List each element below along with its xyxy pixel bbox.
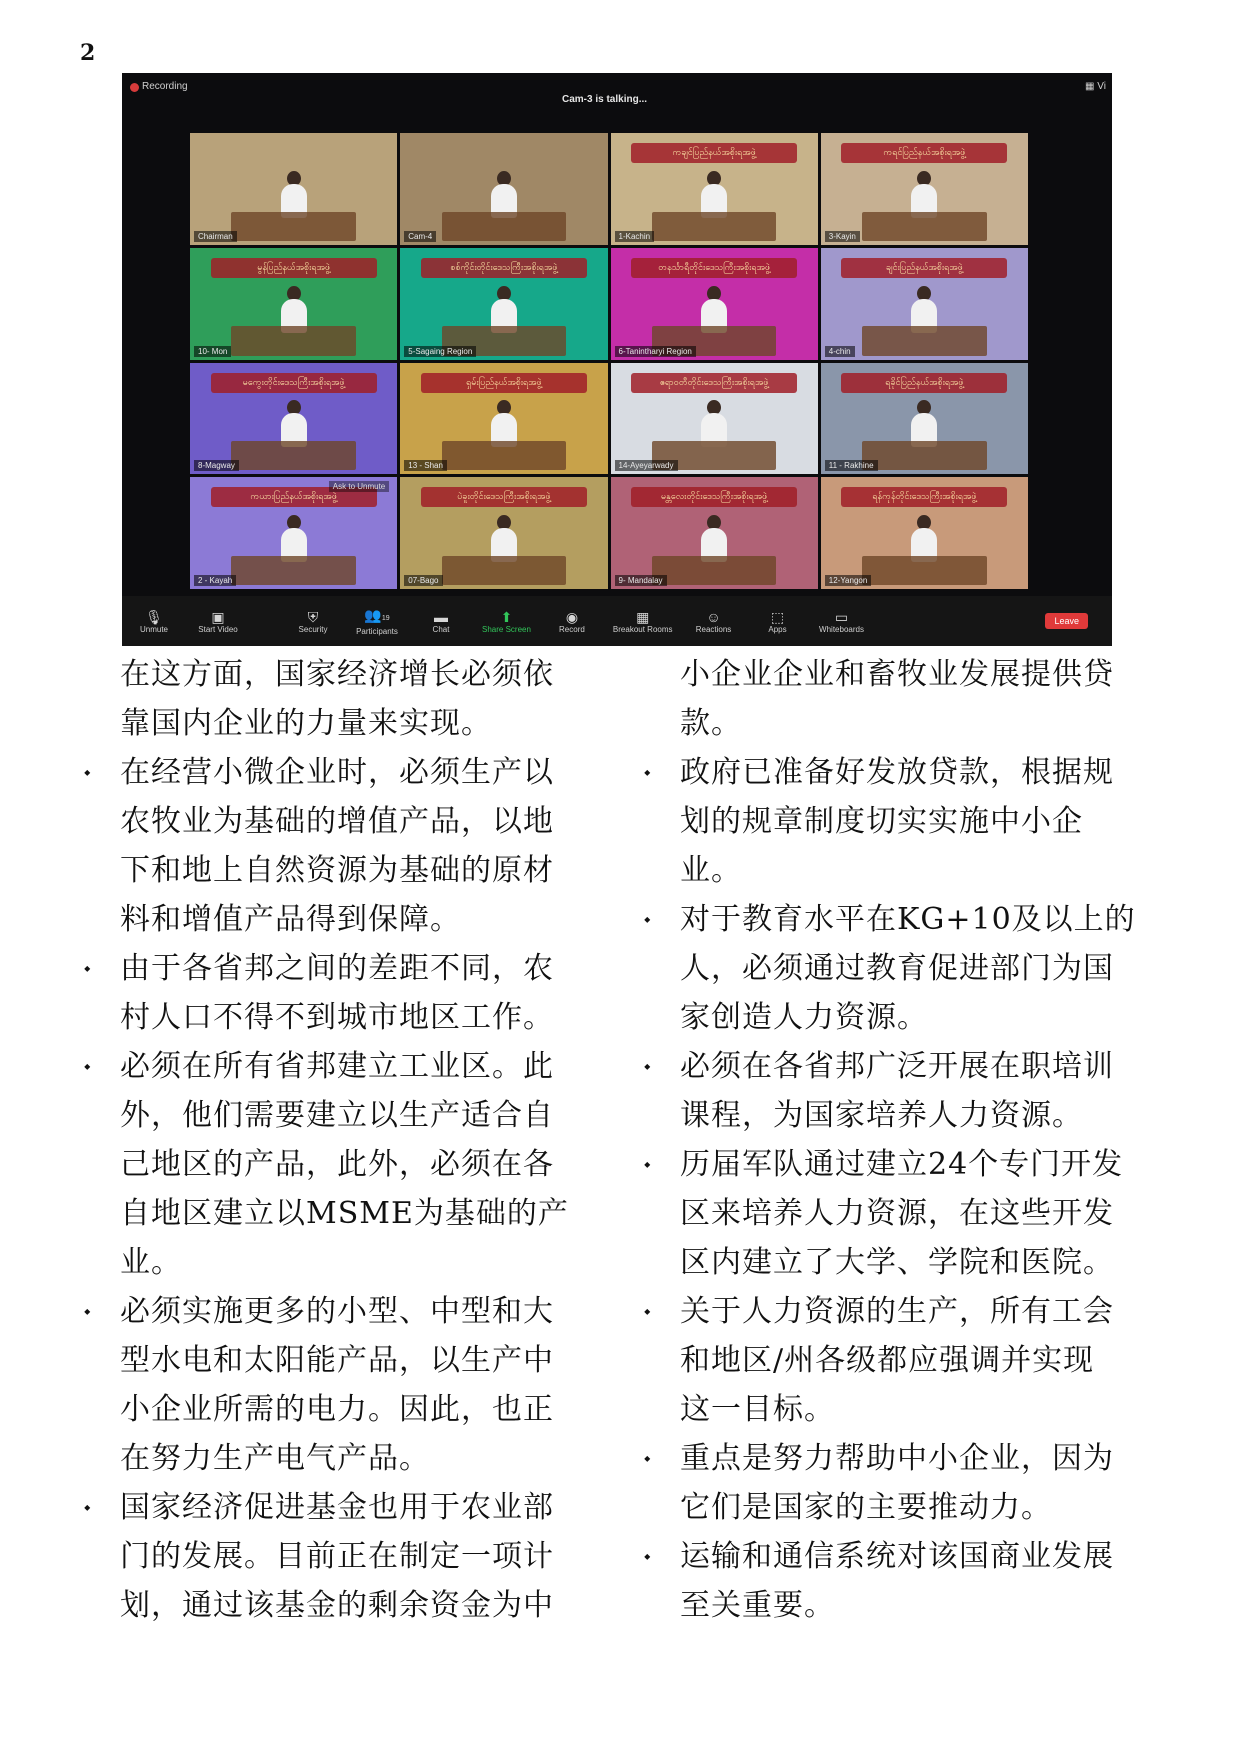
participant-name: Chairman	[194, 231, 237, 242]
list-item: ⬩ 必须在所有省邦建立工业区。此 外，他们需要建立以生产适合自 己地区的产品，此外，必须在各 自地区建立以MSME为基础的产 业。	[120, 1042, 610, 1287]
tile-banner: ရခိုင်ပြည်နယ်အစိုးရအဖွဲ့	[841, 373, 1007, 393]
tile-banner: ရှမ်းပြည်နယ်အစိုးရအဖွဲ့	[421, 373, 587, 393]
apps-button[interactable]: ⬚ Apps	[768, 608, 787, 634]
list-item: ⬩ 在经营小微企业时，必须生产以 农牧业为基础的增值产品，以地 下和地上自然资源为基础的原材 料和增值产品得到保障。	[120, 748, 610, 944]
tile-banner: မကွေးတိုင်းဒေသကြီးအစိုးရအဖွဲ့	[211, 373, 377, 393]
desk	[442, 441, 566, 470]
record-icon: ◉	[565, 608, 579, 625]
list-item: ⬩ 历届军队通过建立24个专门开发 区来培养人力资源，在这些开发 区内建立了大学、学院和医院。	[680, 1140, 1170, 1287]
video-tile[interactable]	[821, 133, 1028, 245]
list-item: ⬩ 政府已准备好发放贷款，根据规 划的规章制度切实实施中小企 业。	[680, 748, 1170, 895]
participant-name: 07-Bago	[404, 575, 442, 586]
zoom-toolbar	[122, 596, 1112, 646]
tile-banner: ချင်းပြည်နယ်အစိုးရအဖွဲ့	[841, 258, 1007, 278]
participant-name: 14-Ayeyarwady	[615, 460, 678, 471]
list-item: ⬩ 国家经济促进基金也用于农业部 门的发展。目前正在制定一项计 划，通过该基金的剩余资金为中	[120, 1483, 610, 1630]
apps-icon: ⬚	[770, 608, 785, 625]
tile-banner: ပဲခူးတိုင်းဒေသကြီးအစိုးရအဖွဲ့	[421, 487, 587, 507]
tile-banner: ကချင်ပြည်နယ်အစိုးရအဖွဲ့	[631, 143, 797, 163]
bullet-icon: ⬩	[644, 762, 652, 783]
view-button[interactable]: ▦ Vi	[1085, 81, 1106, 92]
share-screen-button[interactable]: ⬆ Share Screen	[482, 608, 531, 634]
list-item: ⬩ 重点是努力帮助中小企业，因为 它们是国家的主要推动力。	[680, 1434, 1170, 1532]
video-tile[interactable]	[821, 363, 1028, 475]
video-tile[interactable]	[611, 363, 818, 475]
desk	[862, 556, 986, 585]
right-column	[644, 650, 1170, 1630]
video-tile[interactable]	[821, 477, 1028, 589]
breakout-rooms-icon: ▦	[636, 608, 650, 625]
leave-button[interactable]: Leave	[1045, 613, 1088, 629]
share-arrow-icon: ⬆	[500, 608, 513, 625]
tile-banner: ဧရာဝတီတိုင်းဒေသကြီးအစိုးရအဖွဲ့	[631, 373, 797, 393]
tile-banner: မန္တလေးတိုင်းဒေသကြီးအစိုးရအဖွဲ့	[631, 487, 797, 507]
desk	[652, 212, 776, 241]
tile-banner: မွန်ပြည်နယ်အစိုးရအဖွဲ့	[211, 258, 377, 278]
participant-name: 9- Mandalay	[615, 575, 667, 586]
zoom-meeting-photo	[122, 73, 1112, 646]
bullet-icon: ⬩	[84, 958, 92, 979]
desk	[862, 441, 986, 470]
tile-banner: တနင်္သာရီတိုင်းဒေသကြီးအစိုးရအဖွဲ့	[631, 258, 797, 278]
start-video-button[interactable]: ▣ Start Video	[198, 608, 238, 634]
desk	[862, 326, 986, 355]
zoom-top-bar	[122, 73, 1112, 107]
desk	[442, 556, 566, 585]
desk	[231, 212, 355, 241]
bullet-icon: ⬩	[644, 1056, 652, 1077]
participant-name: 1-Kachin	[615, 231, 655, 242]
video-tile[interactable]	[190, 477, 397, 589]
record-button[interactable]: ◉ Record	[559, 608, 585, 634]
participants-button[interactable]: 👥19 Participants	[356, 606, 398, 636]
left-column	[84, 650, 610, 1630]
grid-icon: ▦	[1085, 81, 1098, 92]
reactions-button[interactable]: ☺ Reactions	[695, 608, 732, 634]
tile-banner: ရန်ကုန်တိုင်းဒေသကြီးအစိုးရအဖွဲ့	[841, 487, 1007, 507]
whiteboards-button[interactable]: ▭ Whiteboards	[819, 608, 864, 634]
video-tile[interactable]	[400, 363, 607, 475]
shield-icon: ⛨	[307, 608, 319, 625]
participant-name: 13 - Shan	[404, 460, 447, 471]
list-item: ⬩ 对于教育水平在KG+10及以上的 人，必须通过教育促进部门为国 家创造人力资源。	[680, 895, 1170, 1042]
participant-name: 8-Magway	[194, 460, 239, 471]
list-item: ⬩ 由于各省邦之间的差距不同，农 村人口不得不到城市地区工作。	[120, 944, 610, 1042]
video-tile[interactable]	[400, 133, 607, 245]
whiteboard-icon: ▭	[834, 608, 849, 625]
participant-name: 6-Tanintharyi Region	[615, 346, 696, 357]
desk	[231, 556, 355, 585]
list-item: ⬩ 必须在各省邦广泛开展在职培训 课程，为国家培养人力资源。	[680, 1042, 1170, 1140]
chat-button[interactable]: ▬ Chat	[432, 608, 450, 634]
active-speaker-label: Cam-3 is talking...	[562, 94, 648, 105]
video-tile[interactable]	[821, 248, 1028, 360]
participant-name: 5-Sagaing Region	[404, 346, 476, 357]
unmute-button[interactable]: 🎙 Unmute	[139, 608, 168, 634]
participant-name: 3-Kayin	[825, 231, 860, 242]
bullet-icon: ⬩	[644, 909, 652, 930]
bullet-icon: ⬩	[84, 762, 92, 783]
bullet-icon: ⬩	[84, 1301, 92, 1322]
tile-banner: ကယားပြည်နယ်အစိုးရအဖွဲ့	[211, 487, 377, 507]
video-off-icon: ▣	[211, 608, 225, 625]
page-number: 2	[80, 40, 96, 66]
muted-mic-icon: 🎙	[145, 608, 163, 625]
recording-icon	[130, 83, 139, 92]
list-item: ⬩ 关于人力资源的生产，所有工会 和地区/州各级都应强调并实现 这一目标。	[680, 1287, 1170, 1434]
video-tile[interactable]	[400, 248, 607, 360]
continuation-paragraph: 小企业企业和畜牧业发展提供贷 款。	[680, 657, 1114, 741]
video-tile[interactable]	[190, 133, 397, 245]
desk	[231, 326, 355, 355]
video-tile[interactable]	[611, 133, 818, 245]
participant-name: 11 - Rakhine	[825, 460, 878, 471]
video-tile[interactable]	[400, 477, 607, 589]
bullet-icon: ⬩	[644, 1448, 652, 1469]
bullet-icon: ⬩	[644, 1301, 652, 1322]
desk	[652, 556, 776, 585]
security-button[interactable]: ⛨ Security	[298, 608, 328, 634]
video-grid	[190, 133, 1028, 589]
intro-paragraph: 在这方面，国家经济增长必须依 靠国内企业的力量来实现。	[120, 657, 554, 741]
video-tile[interactable]	[190, 248, 397, 360]
video-tile[interactable]	[611, 248, 818, 360]
desk	[442, 212, 566, 241]
tile-banner: ကရင်ပြည်နယ်အစိုးရအဖွဲ့	[841, 143, 1007, 163]
desk	[862, 212, 986, 241]
bullet-icon: ⬩	[644, 1154, 652, 1175]
video-tile[interactable]	[611, 477, 818, 589]
breakout-rooms-button[interactable]: ▦ Breakout Rooms	[612, 608, 673, 634]
bullet-icon: ⬩	[84, 1497, 92, 1518]
list-item: ⬩ 必须实施更多的小型、中型和大 型水电和太阳能产品，以生产中 小企业所需的电力。因此，也正 在努力生产电气产品。	[120, 1287, 610, 1483]
recording-label: Recording	[142, 81, 188, 92]
participant-name: 2 - Kayah	[194, 575, 236, 586]
participant-name: 4-chin	[825, 346, 855, 357]
participant-name: Cam-4	[404, 231, 436, 242]
participant-name: 10- Mon	[194, 346, 231, 357]
tile-banner: စစ်ကိုင်းတိုင်းဒေသကြီးအစိုးရအဖွဲ့	[421, 258, 587, 278]
video-tile[interactable]	[190, 363, 397, 475]
list-item: ⬩ 运输和通信系统对该国商业发展 至关重要。	[680, 1532, 1170, 1630]
participants-icon: 👥19	[364, 606, 390, 623]
participant-name: 12-Yangon	[825, 575, 872, 586]
desk	[231, 441, 355, 470]
smiley-icon: ☺	[706, 608, 721, 625]
ask-to-unmute-label[interactable]: Ask to Unmute	[329, 481, 389, 492]
bullet-icon: ⬩	[84, 1056, 92, 1077]
bullet-icon: ⬩	[644, 1546, 652, 1567]
chat-bubble-icon: ▬	[434, 608, 448, 625]
